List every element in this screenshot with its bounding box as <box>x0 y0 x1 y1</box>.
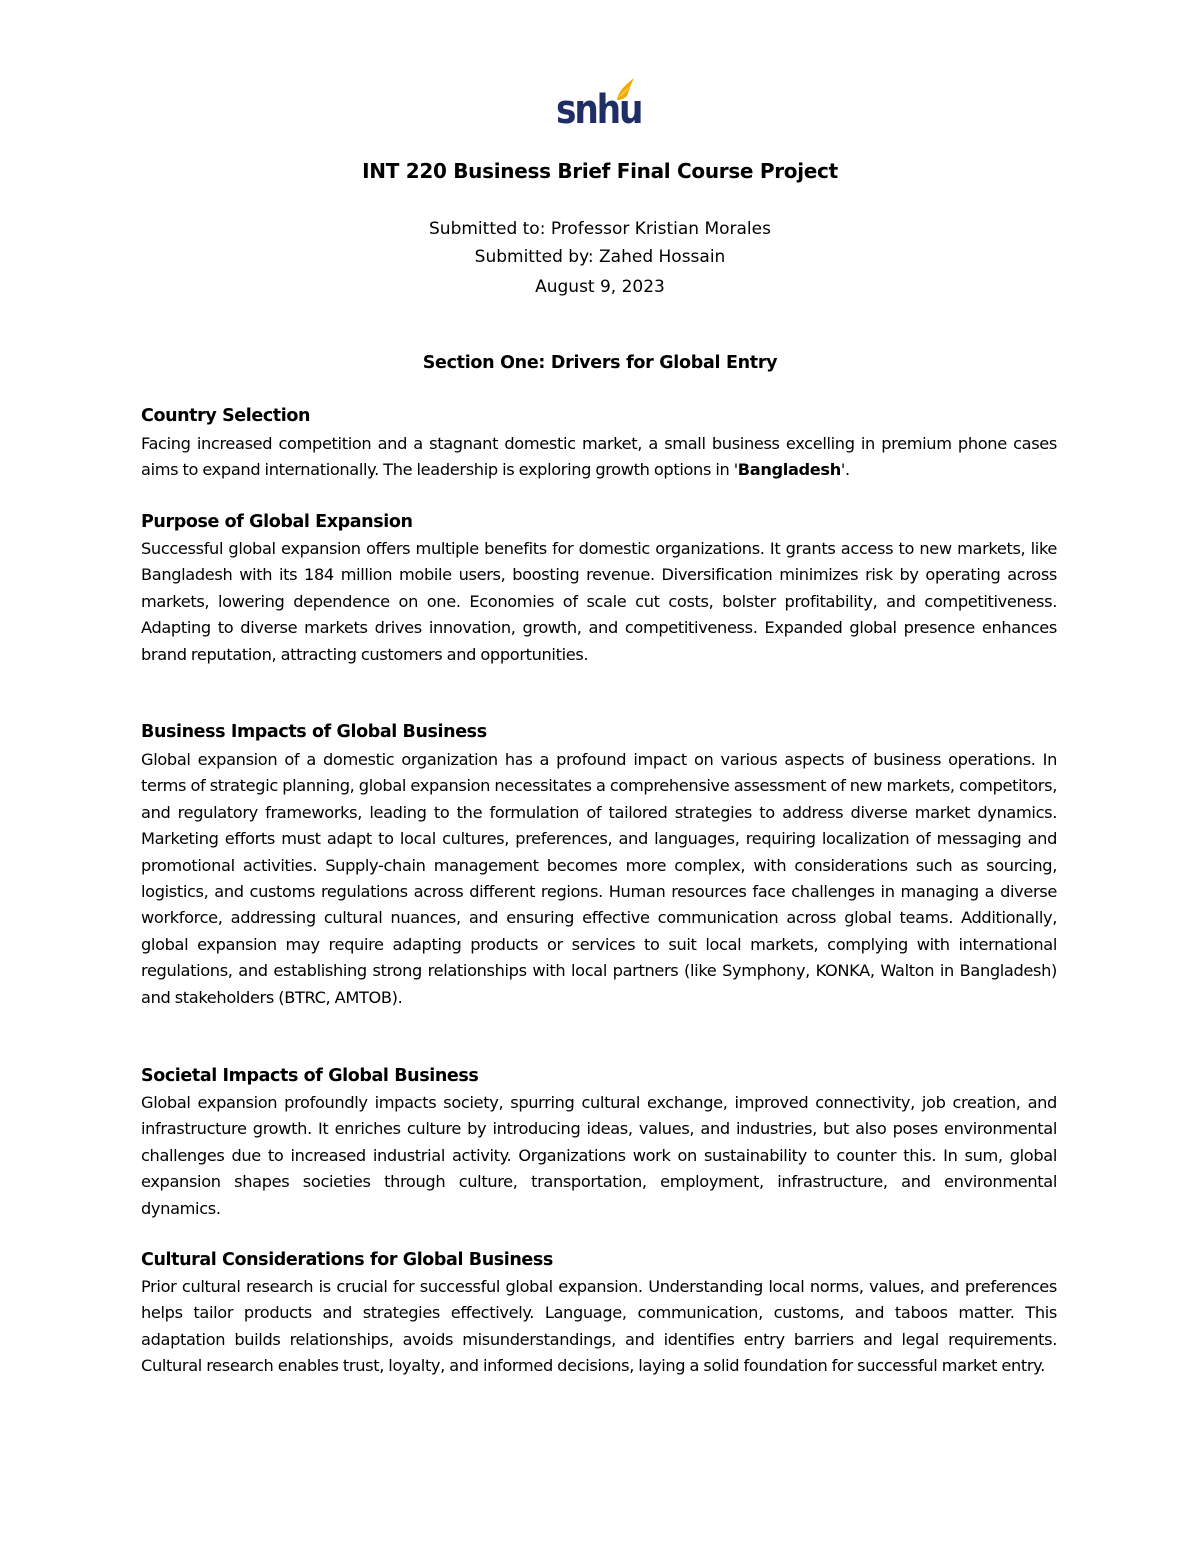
societal-impacts-heading: Societal Impacts of Global Business <box>141 1066 479 1086</box>
business-impacts-paragraph: Global expansion of a domestic organization has a profound impact on various aspects of business operations. In terms of strategic planning, global expansion necessitates a comprehensive assessment of new markets, competitors, and regulatory frameworks, leading to the formulation of tailored strategies to address diverse market dynamics. Marketing efforts must adapt to local cultures, preferences, and languages, requiring localization of messaging and promotional activities. Supply-chain management becomes more complex, with considerations such as sourcing, logistics, and customs regulations across different regions. Human resources face challenges in managing a diverse workforce, addressing cultural nuances, and ensuring effective communication across global teams. Additionally, global expansion may require adapting products or services to suit local markets, complying with international regulations, and establishing strong relationships with local partners (like Symphony, KONKA, Walton in Bangladesh) and stakeholders (BTRC, AMTOB). <box>141 750 1057 1007</box>
submitted-by: Submitted by: Zahed Hossain <box>474 247 726 267</box>
country-selection-text: Facing increased competition and a stagnant domestic market, a small business excelling in premium phone cases aims to expand internationally. The leadership is exploring growth options in ' <box>141 434 1057 480</box>
document-title: INT 220 Business Brief Final Course Project <box>362 159 838 183</box>
submitted-to: Submitted to: Professor Kristian Morales <box>429 219 771 239</box>
cultural-considerations-paragraph: Prior cultural research is crucial for successful global expansion. Understanding local norms, values, and preferences helps tailor products and strategies effectively. Language, communication, customs, and taboos matter. This adaptation builds relationships, avoids misunderstandings, and identifies entry barriers and legal requirements. Cultural research enables trust, loyalty, and informed decisions, laying a solid foundation for successful market entry. <box>141 1277 1057 1376</box>
snhu-wordmark: snhu <box>556 87 642 133</box>
country-name: Bangladesh <box>737 460 841 480</box>
purpose-paragraph: Successful global expansion offers multiple benefits for domestic organizations. It grants access to new markets, like Bangladesh with its 184 million mobile users, boosting revenue. Diversification minimizes risk by operating across markets, lowering dependence on one. Economies of scale cut costs, bolster profitability, and competitiveness. Adapting to diverse markets drives innovation, growth, and competitiveness. Expanded global presence enhances brand reputation, attracting customers and opportunities. <box>141 539 1057 664</box>
submission-date: August 9, 2023 <box>535 277 665 297</box>
societal-impacts-paragraph: Global expansion profoundly impacts society, spurring cultural exchange, improved connectivity, job creation, and infrastructure growth. It enriches culture by introducing ideas, values, and industries, but also poses environmental challenges due to increased industrial activity. Organizations work on sustainability to counter this. In sum, global expansion shapes societies through culture, transportation, employment, infrastructure, and environmental dynamics. <box>141 1093 1057 1218</box>
country-selection-heading: Country Selection <box>141 406 311 426</box>
business-impacts-heading: Business Impacts of Global Business <box>141 722 487 742</box>
country-selection-text-end: '. <box>840 460 850 480</box>
purpose-heading: Purpose of Global Expansion <box>141 512 413 532</box>
country-selection-paragraph <box>141 431 1057 484</box>
cultural-considerations-heading: Cultural Considerations for Global Business <box>141 1250 553 1270</box>
section-title: Section One: Drivers for Global Entry <box>422 353 778 373</box>
snhu-logo <box>556 76 642 133</box>
